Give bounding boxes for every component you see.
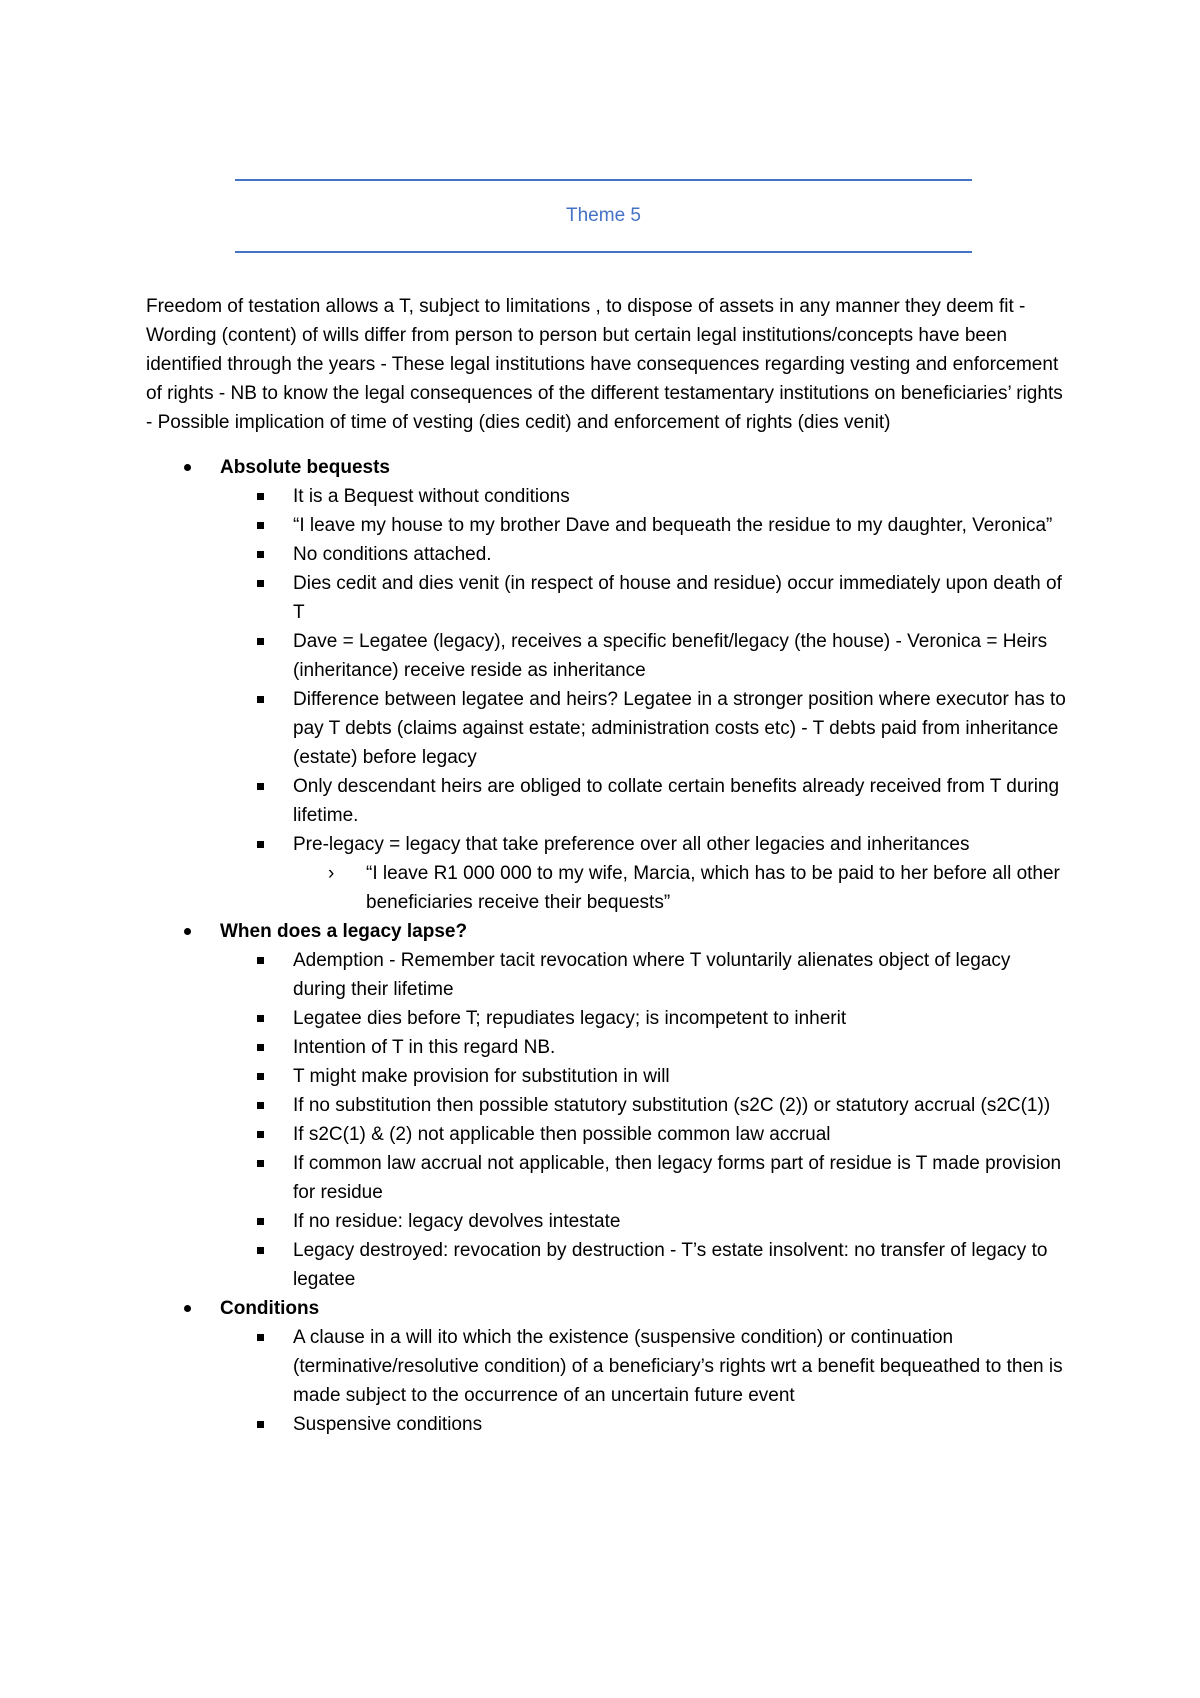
section-items bbox=[220, 1323, 1066, 1439]
list-item bbox=[220, 1120, 1066, 1149]
list-item bbox=[220, 830, 1066, 917]
chevron-right-icon: › bbox=[328, 863, 335, 884]
list-item bbox=[220, 1236, 1066, 1294]
list-item-text: Only descendant heirs are obliged to collate certain benefits already received from T during lifetime. bbox=[293, 776, 1060, 826]
round-bullet-icon bbox=[184, 928, 191, 935]
list-item-text: A clause in a will ito which the existence (suspensive condition) or continuation (terminative/resolutive condition) of a beneficiary’s rights wrt a benefit bequeathed to then is made subject to the occurrence of an uncertain future event bbox=[293, 1327, 1063, 1406]
list-item-text: Suspensive conditions bbox=[293, 1414, 483, 1435]
theme-title: Theme 5 bbox=[566, 205, 641, 226]
list-item bbox=[220, 1149, 1066, 1207]
bottom-rule bbox=[235, 251, 972, 253]
list-item-text: If s2C(1) & (2) not applicable then possible common law accrual bbox=[293, 1124, 831, 1145]
square-bullet-icon bbox=[257, 1015, 264, 1022]
list-item-text: Legatee dies before T; repudiates legacy; is incompetent to inherit bbox=[293, 1008, 847, 1029]
list-item bbox=[220, 1323, 1066, 1410]
list-item bbox=[220, 1062, 1066, 1091]
list-item bbox=[220, 511, 1066, 540]
list-item-text: No conditions attached. bbox=[293, 544, 492, 565]
list-item-text: If no substitution then possible statutory substitution (s2C (2)) or statutory accrual (s2C(1)) bbox=[293, 1095, 1051, 1116]
body-content bbox=[146, 292, 1066, 1439]
square-bullet-icon bbox=[257, 638, 264, 645]
round-bullet-icon bbox=[184, 1305, 191, 1312]
theme-header bbox=[235, 179, 972, 253]
list-item bbox=[220, 1033, 1066, 1062]
list-item-text: T might make provision for substitution in will bbox=[293, 1066, 670, 1087]
square-bullet-icon bbox=[257, 1073, 264, 1080]
sub-list-item bbox=[293, 859, 1066, 917]
square-bullet-icon bbox=[257, 1218, 264, 1225]
list-item-text: Difference between legatee and heirs? Legatee in a stronger position where executor has to pay T debts (claims against estate; administration costs etc) - T debts paid from inheritance (estate) before legacy bbox=[293, 689, 1066, 768]
square-bullet-icon bbox=[257, 1247, 264, 1254]
list-item bbox=[220, 685, 1066, 772]
sub-list-item-text: “I leave R1 000 000 to my wife, Marcia, which has to be paid to her before all other beneficiaries receive their bequests” bbox=[366, 863, 1060, 913]
list-item-text: If common law accrual not applicable, then legacy forms part of residue is T made provision for residue bbox=[293, 1153, 1062, 1203]
list-item bbox=[220, 1207, 1066, 1236]
section-items bbox=[220, 946, 1066, 1294]
section-legacy-lapse bbox=[146, 917, 1066, 1294]
list-item-text: If no residue: legacy devolves intestate bbox=[293, 1211, 621, 1232]
list-item-text: Intention of T in this regard NB. bbox=[293, 1037, 556, 1058]
list-item bbox=[220, 627, 1066, 685]
square-bullet-icon bbox=[257, 841, 264, 848]
square-bullet-icon bbox=[257, 1334, 264, 1341]
section-heading: Conditions bbox=[220, 1298, 320, 1319]
list-item bbox=[220, 1004, 1066, 1033]
section-conditions bbox=[146, 1294, 1066, 1439]
square-bullet-icon bbox=[257, 580, 264, 587]
square-bullet-icon bbox=[257, 1102, 264, 1109]
round-bullet-icon bbox=[184, 464, 191, 471]
list-item bbox=[220, 482, 1066, 511]
intro-paragraph: Freedom of testation allows a T, subject to limitations , to dispose of assets in any manner they deem fit - Wording (content) of wills differ from person to person but certain legal institutions/concepts have been identified through the years - These legal institutions have consequences regarding vesting and enforcement of rights - NB to know the legal consequences of the different testamentary institutions on beneficiaries’ rights - Possible implication of time of vesting (dies cedit) and enforcement of rights (dies venit) bbox=[146, 296, 1063, 433]
list-item bbox=[220, 569, 1066, 627]
list-item bbox=[220, 772, 1066, 830]
list-item-text: “I leave my house to my brother Dave and bequeath the residue to my daughter, Veronica” bbox=[293, 515, 1053, 536]
sub-items bbox=[293, 859, 1066, 917]
square-bullet-icon bbox=[257, 1160, 264, 1167]
list-item bbox=[220, 1091, 1066, 1120]
square-bullet-icon bbox=[257, 493, 264, 500]
list-item-text: Dave = Legatee (legacy), receives a specific benefit/legacy (the house) - Veronica = Heirs (inheritance) receive reside as inheritance bbox=[293, 631, 1048, 681]
list-item bbox=[220, 946, 1066, 1004]
square-bullet-icon bbox=[257, 783, 264, 790]
list-item-text: Ademption - Remember tacit revocation where T voluntarily alienates object of legacy during their lifetime bbox=[293, 950, 1011, 1000]
square-bullet-icon bbox=[257, 696, 264, 703]
sections-list bbox=[146, 453, 1066, 1439]
square-bullet-icon bbox=[257, 1421, 264, 1428]
list-item-text: Legacy destroyed: revocation by destruction - T’s estate insolvent: no transfer of legacy to legatee bbox=[293, 1240, 1048, 1290]
square-bullet-icon bbox=[257, 957, 264, 964]
list-item bbox=[220, 1410, 1066, 1439]
square-bullet-icon bbox=[257, 1131, 264, 1138]
list-item bbox=[220, 540, 1066, 569]
list-item-text: It is a Bequest without conditions bbox=[293, 486, 570, 507]
square-bullet-icon bbox=[257, 522, 264, 529]
list-item-text: Dies cedit and dies venit (in respect of house and residue) occur immediately upon death of T bbox=[293, 573, 1062, 623]
list-item-text: Pre-legacy = legacy that take preference over all other legacies and inheritances bbox=[293, 834, 970, 855]
section-heading: Absolute bequests bbox=[220, 457, 390, 478]
square-bullet-icon bbox=[257, 551, 264, 558]
section-heading: When does a legacy lapse? bbox=[220, 921, 468, 942]
square-bullet-icon bbox=[257, 1044, 264, 1051]
section-absolute-bequests bbox=[146, 453, 1066, 917]
section-items bbox=[220, 482, 1066, 917]
